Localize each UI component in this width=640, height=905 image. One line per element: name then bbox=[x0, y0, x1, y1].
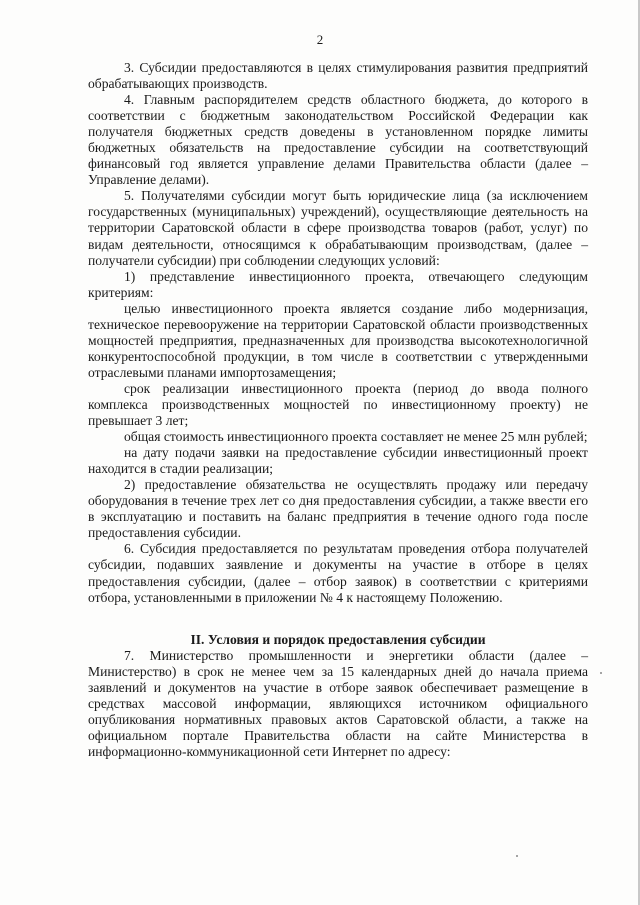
paragraph-3: 3. Субсидии предоставляются в целях стимулирования развития предприятий обрабатывающих производств. bbox=[88, 60, 588, 92]
criterion-term: срок реализации инвестиционного проекта (период до ввода полного комплекса производственных мощностей по инвестиционному проекту) не превышает 3 лет; bbox=[88, 380, 588, 429]
scan-speck bbox=[516, 855, 518, 857]
criterion-stage: на дату подачи заявки на предоставление субсидии инвестиционный проект находится в стадии реализации; bbox=[88, 445, 588, 477]
page-number: 2 bbox=[316, 32, 324, 47]
scan-speck bbox=[600, 672, 602, 674]
paragraph-6: 6. Субсидия предоставляется по результатам проведения отбора получателей субсидии, подавших заявление и документы на участие в отборе в целях предоставления субсидии, (далее – отбор заявок) в соответствии с критериями отбора, установленными в приложении № 4 к настоящему Положению. bbox=[88, 541, 588, 605]
criterion-goal: целью инвестиционного проекта является создание либо модернизация, техническое перевооружение на территории Саратовской области производственных мощностей предприятия, предназначенных для производства высокотехнологичной конкурентоспособной продукции, в том числе в соответствии с утвержденными отраслевыми планами импортозамещения; bbox=[88, 300, 588, 380]
document-body bbox=[88, 60, 588, 760]
paragraph-5: 5. Получателями субсидии могут быть юридические лица (за исключением государственных (муниципальных) учреждений), осуществляющие деятельность на территории Саратовской области в сфере производства товаров (работ, услуг) по видам деятельности, относящимся к обрабатывающим производствам, (далее – получатели субсидии) при соблюдении следующих условий: bbox=[88, 188, 588, 268]
condition-1: 1) представление инвестиционного проекта, отвечающего следующим критериям: bbox=[88, 268, 588, 300]
criterion-cost: общая стоимость инвестиционного проекта составляет не менее 25 млн рублей; bbox=[124, 429, 588, 445]
paragraph-4: 4. Главным распорядителем средств областного бюджета, до которого в соответствии с бюджетным законодательством Российской Федерации как получателя бюджетных средств доведены в установленном порядке лимиты бюджетных обязательств на предоставление субсидии на соответствующий финансовый год является управление делами Правительства области (далее – Управление делами). bbox=[88, 92, 588, 188]
paragraph-7: 7. Министерство промышленности и энергетики области (далее – Министерство) в срок не менее чем за 15 календарных дней до начала приема заявлений и документов на участие в отборе заявок обеспечивает размещение в средствах массовой информации, являющихся источником официального опубликования нормативных правовых актов Саратовской области, а также на официальном портале Правительства области на сайте Министерства в информационно-коммуникационной сети Интернет по адресу: bbox=[88, 647, 588, 759]
section-title: II. Условия и порядок предоставления субсидии bbox=[190, 631, 486, 647]
condition-2: 2) предоставление обязательства не осуществлять продажу или передачу оборудования в течение трех лет со дня предоставления субсидии, а также ввести его в эксплуатацию и поставить на баланс предприятия в течение одного года после предоставления субсидии. bbox=[88, 477, 588, 541]
